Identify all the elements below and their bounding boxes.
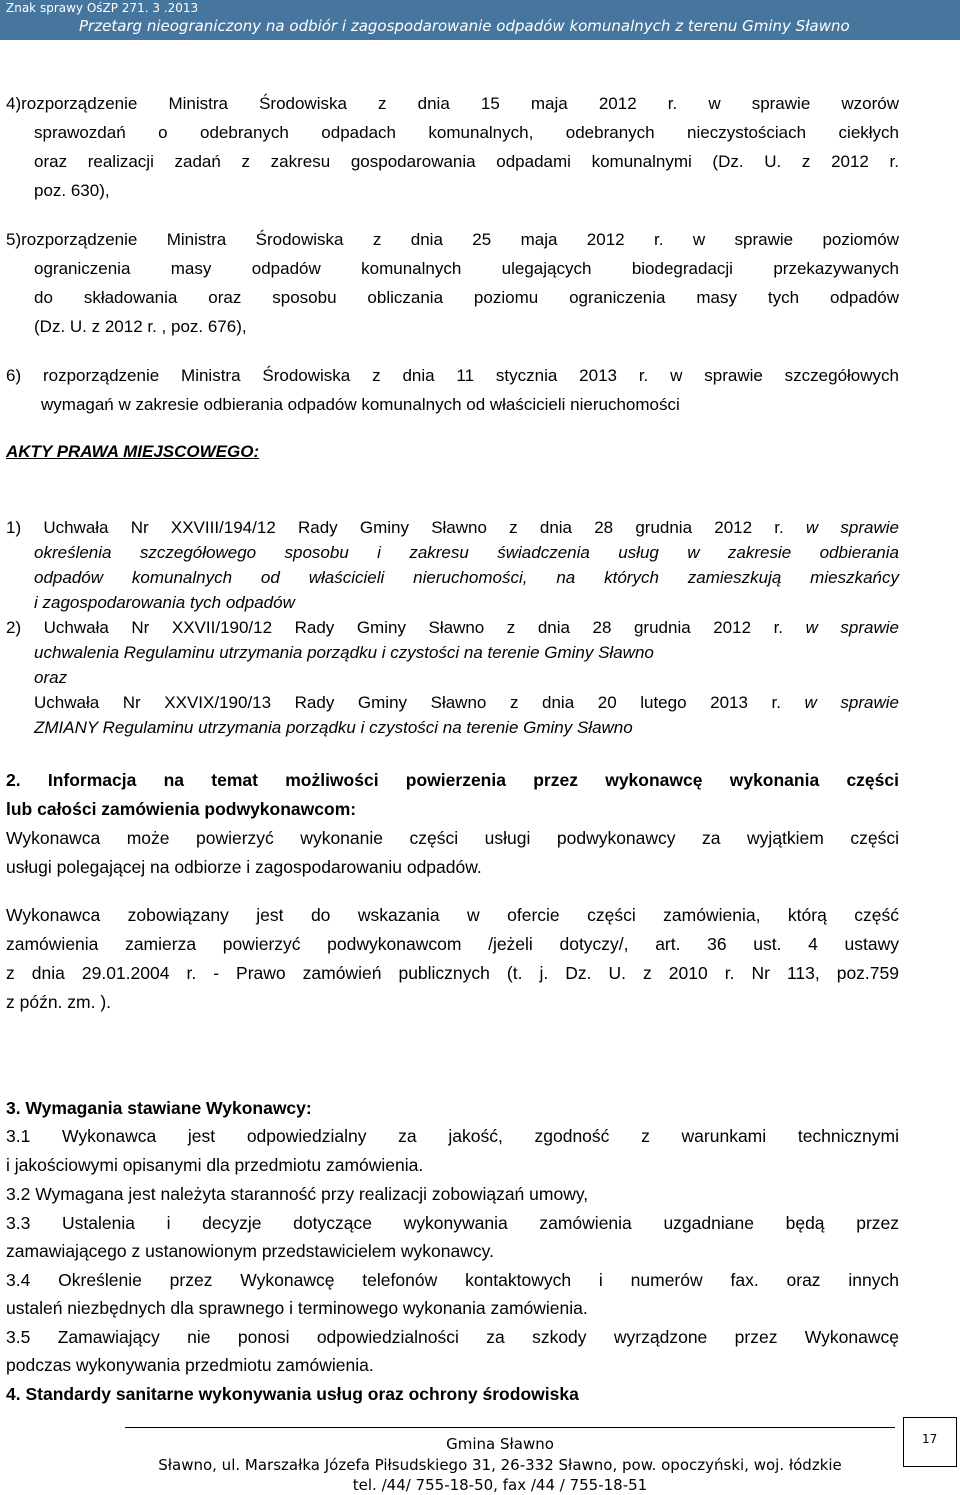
resolution-1-line3: odpadów komunalnych od właścicieli nieruchomości, na których zamieszkują mieszkańcy	[34, 568, 899, 587]
item-3-5-line1: 3.5 Zamawiający nie ponosi odpowiedzialności za szkody wyrządzone przez Wykonawcę	[6, 1327, 899, 1347]
section-2-heading-line1: 2. Informacja na temat możliwości powierzenia przez wykonawcę wykonania części	[6, 770, 899, 790]
list-item-6-line1: 6) rozporządzenie Ministra Środowiska z dnia 11 stycznia 2013 r. w sprawie szczegółowych	[6, 366, 899, 385]
tender-title: Przetarg nieograniczony na odbiór i zagospodarowanie odpadów komunalnych z terenu Gminy Sławno	[79, 17, 850, 35]
item-3-3-line1: 3.3 Ustalenia i decyzje dotyczące wykonywania zamówienia uzgadniane będą przez	[6, 1213, 899, 1233]
resolution-2-subject-start: w sprawie	[805, 618, 899, 637]
page-number-box	[903, 1417, 957, 1467]
footer-municipality: Gmina Sławno	[446, 1435, 554, 1453]
section-2-para2-line1: Wykonawca zobowiązany jest do wskazania w ofercie części zamówienia, którą część	[6, 905, 899, 925]
page-number: 17	[922, 1432, 938, 1446]
list-item-5-line3: do składowania oraz sposobu obliczania poziomu ograniczenia masy tych odpadów	[34, 288, 899, 307]
item-3-4-line2: ustaleń niezbędnych dla sprawnego i terminowego wykonania zamówienia.	[6, 1298, 588, 1318]
item-3-2: 3.2 Wymagana jest należyta staranność przy realizacji zobowiązań umowy,	[6, 1184, 589, 1204]
footer-divider	[125, 1427, 895, 1428]
section-2-para1-line1: Wykonawca może powierzyć wykonanie części usługi podwykonawcy za wyjątkiem części	[6, 828, 899, 848]
case-number: Znak sprawy OśZP 271. 3 .2013	[6, 1, 199, 15]
item-3-3-line2: zamawiającego z ustanowionym przedstawicielem wykonawcy.	[6, 1241, 494, 1261]
section-2-para2-line4: z późn. zm. ).	[6, 992, 112, 1012]
document-header	[0, 0, 960, 40]
resolution-2-line1	[6, 618, 899, 638]
section-2-para1-line2: usługi polegającej na odbiorze i zagospodarowaniu odpadów.	[6, 857, 482, 877]
footer-address: Sławno, ul. Marszałka Józefa Piłsudskiego 31, 26-332 Sławno, pow. opoczyński, woj. łódzkie	[158, 1456, 842, 1474]
resolution-1-line1	[6, 518, 899, 538]
item-3-1-line1: 3.1 Wykonawca jest odpowiedzialny za jakość, zgodność z warunkami technicznymi	[6, 1126, 899, 1146]
resolution-1-subject-start: w sprawie	[805, 518, 899, 537]
resolution-1-line2: określenia szczegółowego sposobu i zakresu świadczenia usług w zakresie odbierania	[34, 543, 899, 562]
resolution-2-amendment-number: Uchwała Nr XXVIX/190/13 Rady Gminy Sławno z dnia 20 lutego 2013 r.	[34, 693, 805, 712]
item-3-5-line2: podczas wykonywania przedmiotu zamówienia.	[6, 1355, 374, 1375]
section-3-heading: 3. Wymagania stawiane Wykonawcy:	[6, 1098, 312, 1118]
list-item-5-line1: 5)rozporządzenie Ministra Środowiska z dnia 25 maja 2012 r. w sprawie poziomów	[6, 230, 899, 249]
list-item-4-line4: poz. 630),	[34, 181, 110, 200]
list-item-5-line2: ograniczenia masy odpadów komunalnych ulegających biodegradacji przekazywanych	[34, 259, 899, 278]
list-item-4-line3: oraz realizacji zadań z zakresu gospodarowania odpadami komunalnymi (Dz. U. z 2012 r.	[34, 152, 899, 171]
resolution-2-line5: ZMIANY Regulaminu utrzymania porządku i czystości na terenie Gminy Sławno	[34, 718, 633, 737]
resolution-2-line2: uchwalenia Regulaminu utrzymania porządku i czystości na terenie Gminy Sławno	[34, 643, 654, 662]
resolution-2-line3: oraz	[34, 668, 68, 687]
resolution-1-line4: i zagospodarowania tych odpadów	[34, 593, 295, 612]
resolution-2-amendment-subject-start: w sprawie	[804, 693, 899, 712]
resolution-2-number: 2) Uchwała Nr XXVII/190/12 Rady Gminy Sławno z dnia 28 grudnia 2012 r.	[6, 618, 806, 637]
list-item-4-line1: 4)rozporządzenie Ministra Środowiska z dnia 15 maja 2012 r. w sprawie wzorów	[6, 94, 899, 113]
item-3-4-line1: 3.4 Określenie przez Wykonawcę telefonów kontaktowych i numerów fax. oraz innych	[6, 1270, 899, 1290]
list-item-4-line2: sprawozdań o odebranych odpadach komunalnych, odebranych nieczystościach ciekłych	[34, 123, 899, 142]
section-2-para2-line3: z dnia 29.01.2004 r. - Prawo zamówień publicznych (t. j. Dz. U. z 2010 r. Nr 113, poz.759	[6, 963, 899, 983]
section-4-heading: 4. Standardy sanitarne wykonywania usług oraz ochrony środowiska	[6, 1384, 579, 1404]
list-item-6-line2: wymagań w zakresie odbierania odpadów komunalnych od właścicieli nieruchomości	[41, 395, 680, 414]
local-law-heading: AKTY PRAWA MIEJSCOWEGO:	[6, 442, 260, 461]
section-2-para2-line2: zamówienia zamierza powierzyć podwykonawcom /jeżeli dotyczy/, art. 36 ust. 4 ustawy	[6, 934, 899, 954]
list-item-5-line4: (Dz. U. z 2012 r. , poz. 676),	[34, 317, 247, 336]
item-3-1-line2: i jakościowymi opisanymi dla przedmiotu zamówienia.	[6, 1155, 424, 1175]
footer-contact: tel. /44/ 755-18-50, fax /44 / 755-18-51	[352, 1476, 648, 1494]
resolution-2-amendment-line	[34, 693, 899, 713]
section-2-heading-line2: lub całości zamówienia podwykonawcom:	[6, 799, 357, 819]
resolution-1-number: 1) Uchwała Nr XXVIII/194/12 Rady Gminy Sławno z dnia 28 grudnia 2012 r.	[6, 518, 806, 537]
